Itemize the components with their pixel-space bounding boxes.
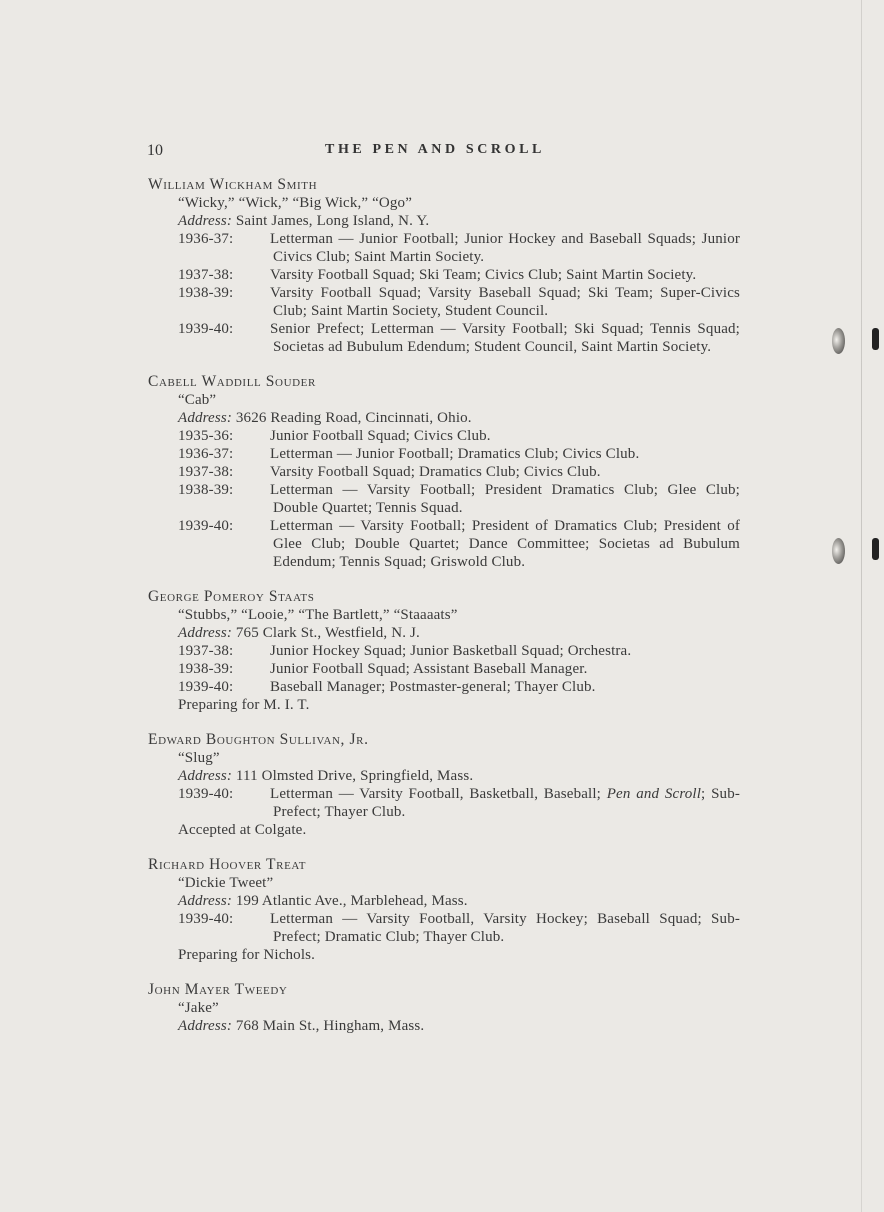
year-record — [148, 642, 740, 660]
address-line — [148, 212, 740, 230]
year-record — [148, 517, 740, 571]
address-label: Address: — [178, 893, 232, 909]
year-label: 1939-40: — [178, 518, 234, 534]
binding-hole-lower — [832, 538, 845, 564]
address-line — [148, 624, 740, 642]
year-record — [148, 463, 740, 481]
activities: Varsity Football Squad; Varsity Baseball Squad; Ski Team; Super-Civics Club; Saint Martin Society, Student Council. — [270, 285, 740, 319]
page-number: 10 — [147, 142, 163, 159]
year-label: 1935-36: — [178, 428, 234, 444]
year-label: 1937-38: — [178, 267, 234, 283]
college-note: Preparing for Nichols. — [178, 947, 316, 963]
year-record — [148, 910, 740, 946]
student-name: Edward Boughton Sullivan, Jr. — [148, 731, 369, 748]
page-edge — [861, 0, 862, 1212]
activities: Letterman — Junior Football; Dramatics Club; Civics Club. — [270, 446, 640, 462]
year-label: 1938-39: — [178, 661, 234, 677]
nicknames: “Wicky,” “Wick,” “Big Wick,” “Ogo” — [178, 195, 413, 211]
college-note: Accepted at Colgate. — [178, 822, 307, 838]
nicknames: “Slug” — [178, 750, 220, 766]
activities: Varsity Football Squad; Dramatics Club; Civics Club. — [270, 464, 601, 480]
running-title: THE PEN AND SCROLL — [325, 142, 545, 157]
address-value: 765 Clark St., Westfield, N. J. — [235, 625, 420, 641]
activities: Baseball Manager; Postmaster-general; Thayer Club. — [270, 679, 596, 695]
address-value: 111 Olmsted Drive, Springfield, Mass. — [235, 768, 474, 784]
year-label: 1937-38: — [178, 464, 234, 480]
year-label: 1937-38: — [178, 643, 234, 659]
activities: Letterman — Junior Football; Junior Hockey and Baseball Squads; Junior Civics Club; Saint Martin Society. — [270, 231, 740, 265]
student-entry — [148, 176, 740, 356]
year-label: 1939-40: — [178, 679, 234, 695]
address-value: Saint James, Long Island, N. Y. — [235, 213, 430, 229]
activities: Letterman — Varsity Football, Varsity Hockey; Baseball Squad; Sub-Prefect; Dramatic Club; Thayer Club. — [270, 911, 740, 945]
year-label: 1939-40: — [178, 911, 234, 927]
address-label: Address: — [178, 213, 232, 229]
address-line — [148, 409, 740, 427]
publication-title: Pen and Scroll — [606, 786, 702, 802]
activities: Letterman — Varsity Football; President of Dramatics Club; President of Glee Club; Double Quartet; Dance Committee; Societas ad Bubulum Edendum; Tennis Squad; Griswold Club. — [270, 518, 740, 570]
address-line — [148, 1017, 740, 1035]
address-value: 768 Main St., Hingham, Mass. — [235, 1018, 425, 1034]
nicknames: “Jake” — [178, 1000, 219, 1016]
year-label: 1936-37: — [178, 446, 234, 462]
year-record — [148, 445, 740, 463]
year-record — [148, 230, 740, 266]
activities: Junior Football Squad; Civics Club. — [270, 428, 491, 444]
address-label: Address: — [178, 625, 232, 641]
student-entry — [148, 373, 740, 571]
activities-text: ; Sub-Prefect; Thayer Club. — [273, 786, 741, 820]
address-line — [148, 892, 740, 910]
year-record — [148, 481, 740, 517]
year-record — [148, 678, 740, 696]
activities: Letterman — Varsity Football; President Dramatics Club; Glee Club; Double Quartet; Tennis Squad. — [270, 482, 740, 516]
year-record — [148, 284, 740, 320]
activities: Junior Hockey Squad; Junior Basketball Squad; Orchestra. — [270, 643, 632, 659]
address-label: Address: — [178, 768, 232, 784]
college-note: Preparing for M. I. T. — [178, 697, 310, 713]
student-entry — [148, 588, 740, 714]
student-entry — [148, 981, 740, 1035]
year-record — [148, 266, 740, 284]
year-label: 1938-39: — [178, 482, 234, 498]
address-label: Address: — [178, 410, 232, 426]
activities: Varsity Football Squad; Ski Team; Civics Club; Saint Martin Society. — [270, 267, 697, 283]
year-label: 1938-39: — [178, 285, 234, 301]
activities: Junior Football Squad; Assistant Baseball Manager. — [270, 661, 588, 677]
student-name: John Mayer Tweedy — [148, 981, 288, 998]
activities: Senior Prefect; Letterman — Varsity Football; Ski Squad; Tennis Squad; Societas ad Bubulum Edendum; Student Council, Saint Martin Society. — [270, 321, 740, 355]
binding-hole-upper — [832, 328, 845, 354]
student-name: Cabell Waddill Souder — [148, 373, 316, 390]
nicknames: “Dickie Tweet” — [178, 875, 274, 891]
binding-mark-upper — [872, 328, 879, 350]
roster-content — [148, 176, 740, 1052]
address-value: 199 Atlantic Ave., Marblehead, Mass. — [235, 893, 468, 909]
year-record — [148, 660, 740, 678]
student-name: William Wickham Smith — [148, 176, 318, 193]
year-label: 1939-40: — [178, 786, 234, 802]
activities — [270, 785, 740, 821]
nicknames: “Cab” — [178, 392, 217, 408]
nicknames: “Stubbs,” “Looie,” “The Bartlett,” “Staaaats” — [178, 607, 458, 623]
student-name: Richard Hoover Treat — [148, 856, 307, 873]
year-record — [148, 785, 740, 821]
year-record — [148, 427, 740, 445]
binding-mark-lower — [872, 538, 879, 560]
student-name: George Pomeroy Staats — [148, 588, 315, 605]
year-label: 1936-37: — [178, 231, 234, 247]
year-label: 1939-40: — [178, 321, 234, 337]
year-record — [148, 320, 740, 356]
address-line — [148, 767, 740, 785]
student-entry — [148, 731, 740, 839]
address-value: 3626 Reading Road, Cincinnati, Ohio. — [235, 410, 472, 426]
activities-text: Letterman — Varsity Football, Basketball, Baseball; — [270, 786, 607, 802]
page-header — [147, 142, 557, 164]
student-entry — [148, 856, 740, 964]
address-label: Address: — [178, 1018, 232, 1034]
